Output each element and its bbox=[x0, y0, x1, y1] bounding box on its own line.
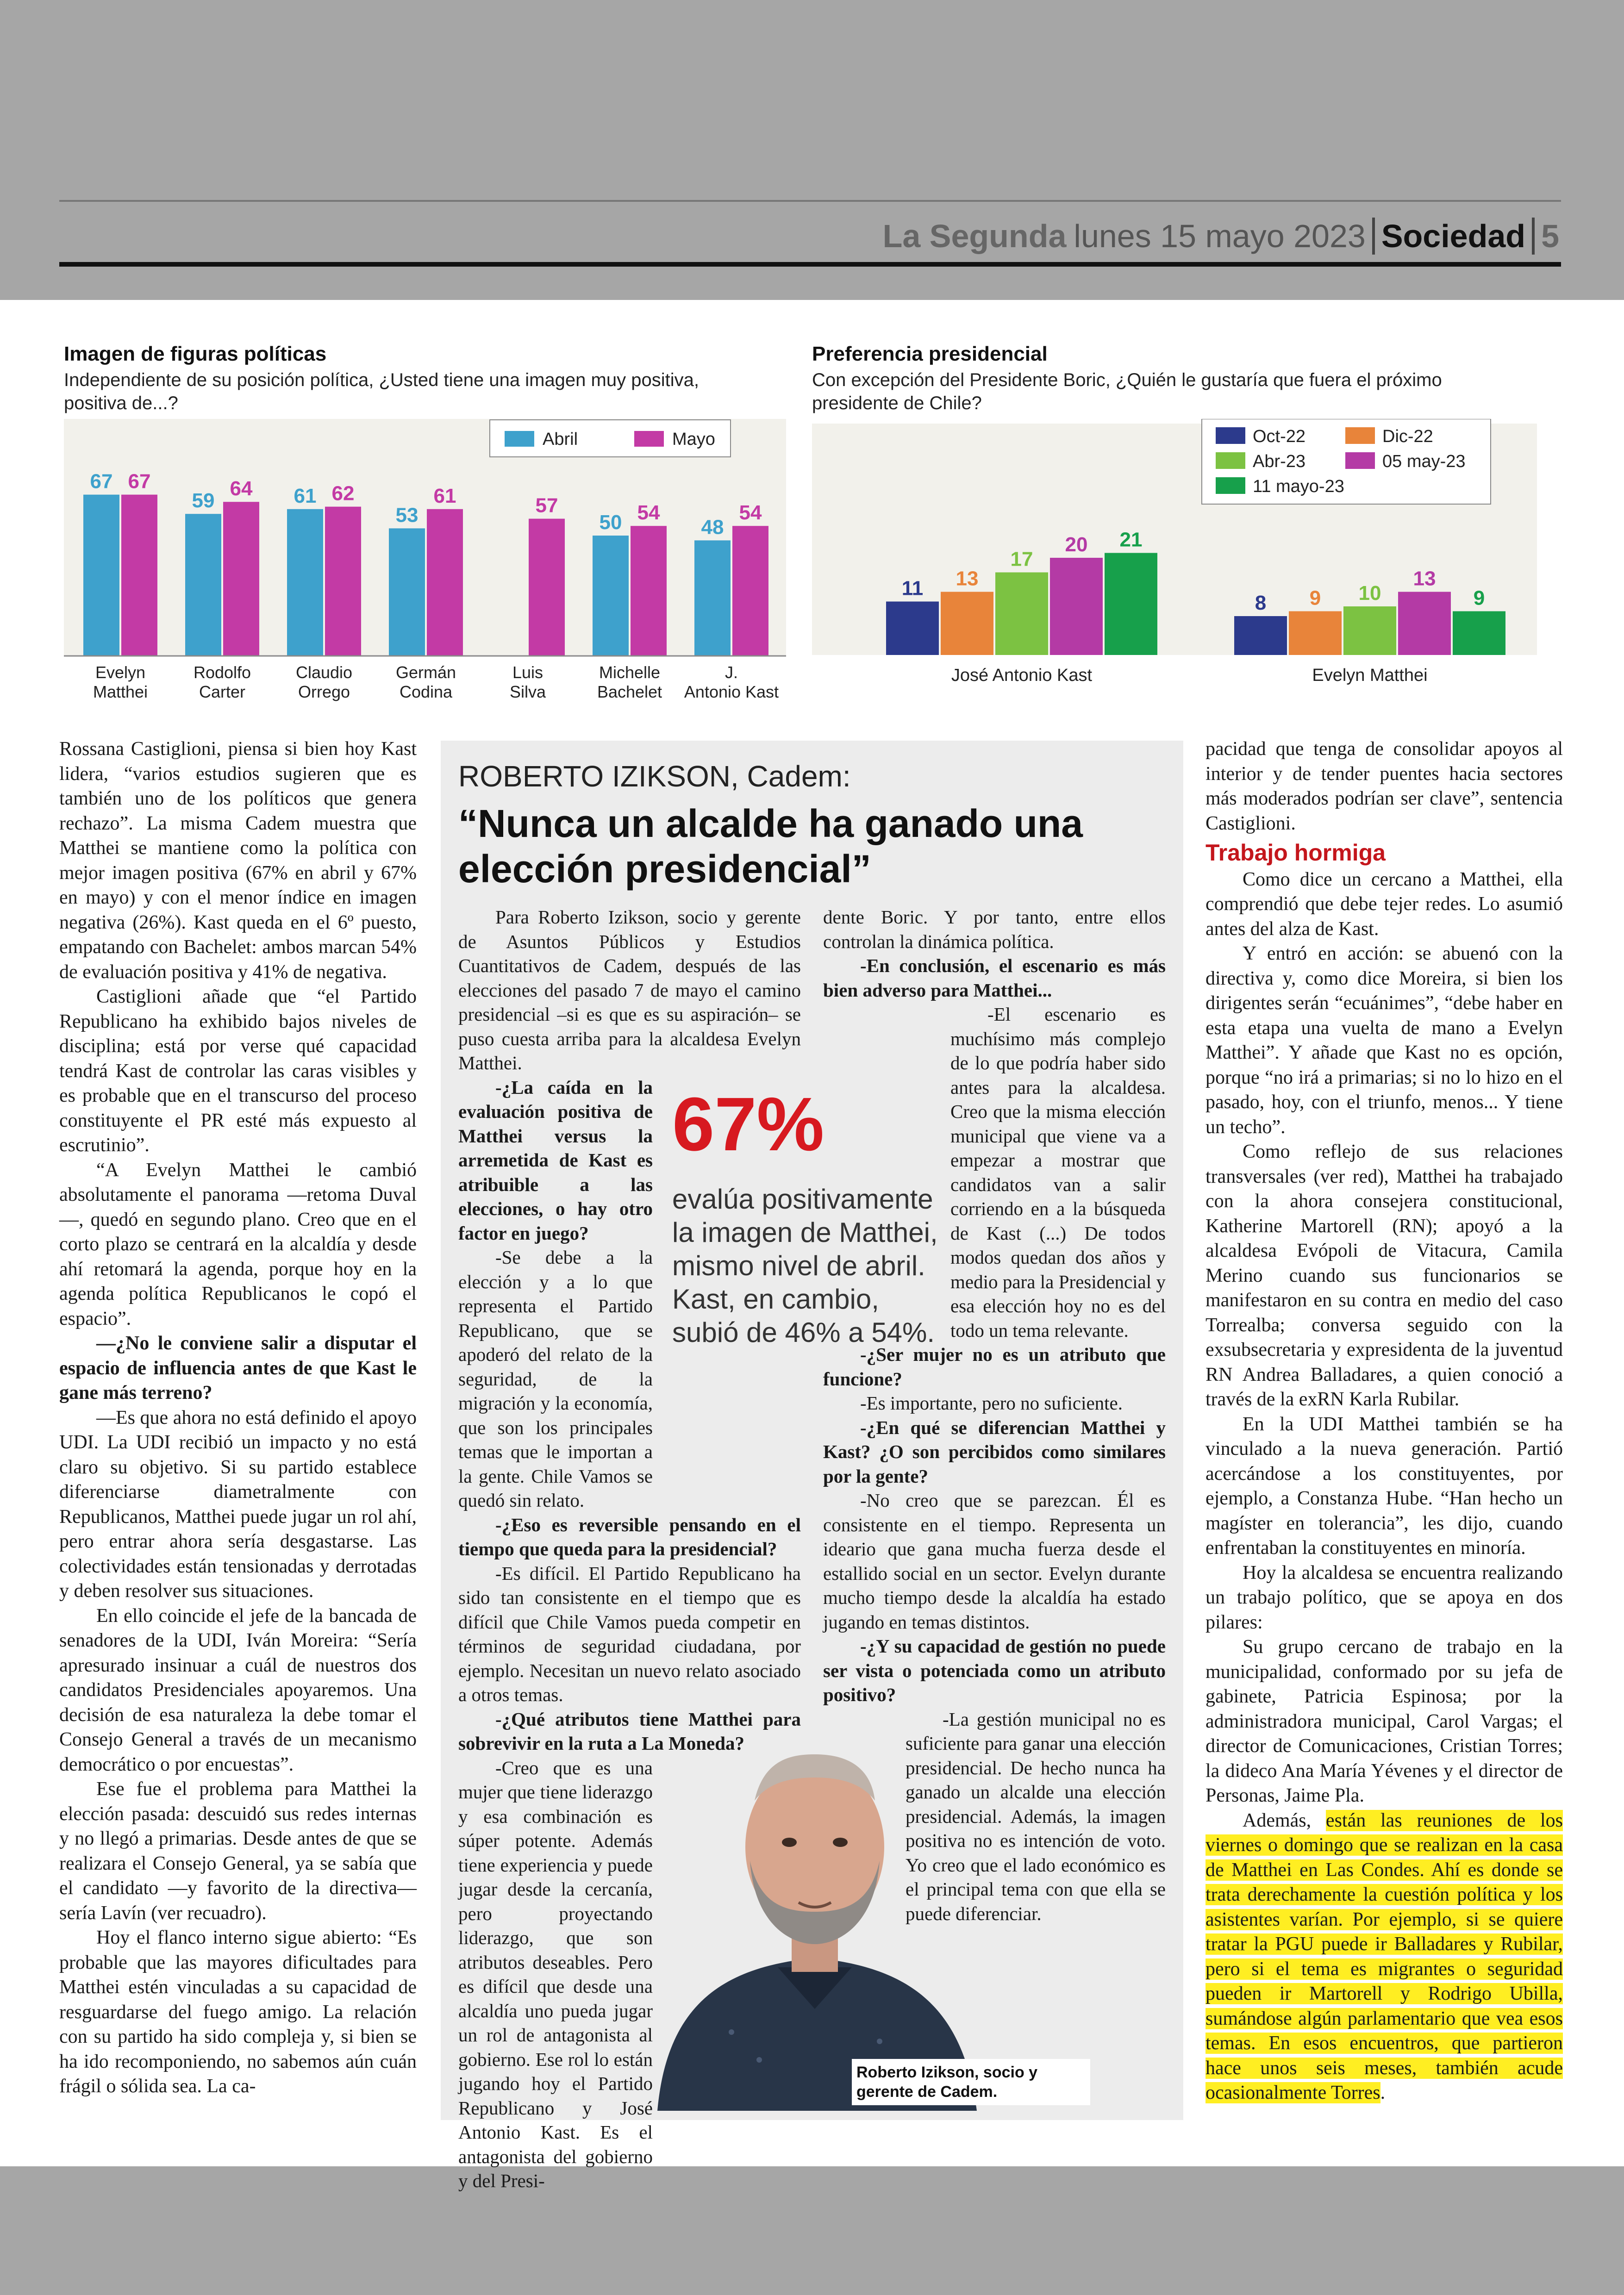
question: -¿Ser mujer no es un atributo que funcione? bbox=[823, 1344, 1166, 1390]
category-label: Carter bbox=[199, 682, 246, 701]
bar bbox=[1050, 558, 1103, 655]
paragraph: dente Boric. Y por tanto, entre ellos controlan la dinámica política. bbox=[823, 906, 1166, 952]
question: -¿Y su capacidad de gestión no puede ser vista o potenciada como un atributo positivo? bbox=[823, 1635, 1166, 1705]
page-header bbox=[883, 204, 1559, 255]
bar-value-label: 67 bbox=[90, 470, 113, 493]
bar bbox=[995, 573, 1048, 655]
bar-value-label: 54 bbox=[739, 501, 762, 524]
paragraph-highlighted bbox=[1206, 1809, 1563, 2106]
bar-value-label: 59 bbox=[192, 489, 215, 512]
legend-swatch bbox=[1345, 427, 1375, 444]
bar bbox=[185, 514, 221, 656]
bar-value-label: 64 bbox=[230, 477, 253, 500]
bar-value-label: 13 bbox=[956, 567, 979, 590]
legend-label: Oct-22 bbox=[1253, 427, 1306, 446]
bar bbox=[83, 495, 119, 656]
bar-value-label: 17 bbox=[1010, 548, 1033, 571]
publication-name: La Segunda bbox=[882, 218, 1067, 254]
legend-swatch bbox=[1216, 427, 1245, 444]
question: -¿Qué atributos tiene Matthei para sobrevivir en la ruta a La Moneda? bbox=[458, 1708, 801, 1754]
answer: -Es importante, pero no suficiente. bbox=[860, 1392, 1123, 1414]
stat-description: evalúa positivamente la imagen de Matthei, mismo nivel de abril. Kast, en cambio, subió de 46% a 54%. bbox=[672, 1184, 938, 1348]
legend-swatch bbox=[1345, 452, 1375, 469]
interview-headline: “Nunca un alcalde ha ganado una elección presidencial” bbox=[458, 802, 1083, 891]
category-label: J. bbox=[725, 663, 738, 682]
category-label: Codina bbox=[399, 682, 453, 701]
question: -¿Eso es reversible pensando en el tiempo que queda para la presidencial? bbox=[458, 1514, 801, 1559]
bar bbox=[886, 602, 939, 655]
answer: -Se debe a la elección y a lo que representa el Partido Republicano, que se apoderó del relato de la seguridad, de la migración y la economía, que son los principales temas que le importan a la gente. Chile Vamos se quedó sin relato. bbox=[458, 1247, 653, 1511]
bar bbox=[1398, 592, 1451, 655]
answer: -El escenario es muchísimo más complejo de lo que podría haber sido antes para la alcaldesa. Creo que la misma elección municipal que viene va a empezar a mostrar que candidatos van a salir corriendo en a la búsqueda de Kast (...) De todos modos quedan dos años y medio para la Presidencial y esa elección hoy no es del todo un tema relevante. bbox=[950, 1004, 1166, 1341]
bar-value-label: 50 bbox=[599, 511, 622, 534]
category-label: Antonio Kast bbox=[684, 682, 779, 701]
legend bbox=[1202, 419, 1491, 504]
bar bbox=[1343, 606, 1396, 655]
category-label: Matthei bbox=[93, 682, 148, 701]
bar-value-label: 21 bbox=[1119, 528, 1143, 551]
bar bbox=[121, 495, 157, 656]
bar bbox=[1105, 553, 1157, 655]
chart-image-figuras bbox=[64, 419, 786, 701]
issue-date: lunes 15 mayo 2023 bbox=[1074, 218, 1366, 254]
category-label: José Antonio Kast bbox=[951, 666, 1093, 685]
bar-value-label: 9 bbox=[1473, 586, 1485, 610]
bar-value-label: 62 bbox=[331, 482, 355, 505]
legend-swatch bbox=[1216, 477, 1245, 494]
bar-value-label: 54 bbox=[637, 501, 660, 524]
category-label: Evelyn bbox=[95, 663, 146, 682]
bar-value-label: 57 bbox=[535, 494, 558, 517]
question: -¿La caída en la evaluación positiva de Matthei versus la arremetida de Kast es atribuible a las elecciones, o hay otro factor en juego? bbox=[458, 1076, 653, 1244]
paragraph: En la UDI Matthei también se ha vinculado a la nueva generación. Partió acercándose a los constituyentes, por ejemplo, a Constanza Hube. “Han hecho un magíster en tolerancia”, les dijo, cuando enfrentaban la constituyentes en minoría. bbox=[1206, 1413, 1563, 1559]
legend-label: Abril bbox=[543, 430, 578, 449]
highlighted-text: están las reuniones de los viernes o domingo que se realizan en la casa de Matthei en Las Condes. Ahí es donde se trata derechamente la cuestión política y los asistentes varían. Por ejemplo, si se quiere tratar la PGU puede ir Balladares y Rubilar, pero si el tema es migrantes o seguridad pueden ir Martorell y Rodrigo Ubilla, sumándose algún parlamentario que vea esos temas. En esos encuentros, que partieron hace unos seis meses, también acude ocasionalmente Torres bbox=[1206, 1809, 1563, 2103]
legend-label: Dic-22 bbox=[1382, 427, 1433, 446]
chart1-subtitle: Independiente de su posición política, ¿Usted tiene una imagen muy positiva, positiva de...? bbox=[64, 370, 699, 413]
bar bbox=[427, 509, 463, 656]
bar bbox=[941, 592, 993, 655]
text: Además, bbox=[1243, 1809, 1326, 1831]
paragraph: Rossana Castiglioni, piensa si bien hoy Kast lidera, “varios estudios sugieren que es también uno de los políticos que genera rechazo”. La misma Cadem muestra que Matthei se mantiene como la política con mejor imagen positiva (67% en abril y 67% en mayo) y con el menor índice en imagen negativa (26%). Kast queda en el 6º puesto, empatando con Bachelet: ambos marcan 54% de evaluación positiva y 41% de negativa. bbox=[59, 738, 417, 983]
answer: -Es difícil. El Partido Republicano ha sido tan consistente en el tiempo que es difícil que Chile Vamos pueda competir en términos de seguridad ciudadana, por ejemplo. Necesitan un nuevo relato asociado a otros temas. bbox=[458, 1562, 801, 1705]
chart1-title: Imagen de figuras políticas bbox=[64, 343, 327, 365]
stat-highlight: 67% bbox=[672, 1082, 824, 1166]
paragraph: Para Roberto Izikson, socio y gerente de Asuntos Públicos y Estudios Cuantitativos de Cadem, después de las elecciones del pasado 7 de mayo el camino presidencial –si es que es su aspiración– se puso cuesta arriba para la alcaldesa Evelyn Matthei. bbox=[458, 906, 801, 1073]
legend-label: Mayo bbox=[672, 430, 715, 449]
category-label: Germán bbox=[395, 663, 456, 682]
text: . bbox=[1380, 2082, 1386, 2103]
portrait-photo bbox=[639, 1708, 991, 2111]
category-label: Silva bbox=[509, 682, 546, 701]
page-number: 5 bbox=[1532, 218, 1559, 255]
category-label: Orrego bbox=[298, 682, 350, 701]
legend-label: 05 may-23 bbox=[1382, 452, 1466, 471]
category-label: Michelle bbox=[599, 663, 661, 682]
category-label: Evelyn Matthei bbox=[1312, 666, 1428, 685]
paragraph: “A Evelyn Matthei le cambió absolutamente el panorama —retoma Duval—, quedó en segundo plano. Creo que en el corto plazo se centrará en la alcaldía y desde ahí retomará la agenda, porque hoy en la agenda política Republicanos le copó el espacio”. bbox=[59, 1159, 417, 1329]
paragraph: Su grupo cercano de trabajo en la municipalidad, conformado por su jefa de gabinete, Patricia Espinosa; por la administradora municipal, Carol Vargas; el director de Comunicaciones, Cristian Torres; la dideco Ana María Yévenes y el director de Personas, Jaime Pla. bbox=[1206, 1636, 1563, 1806]
category-label: Luis bbox=[512, 663, 543, 682]
chart2-subtitle: Con excepción del Presidente Boric, ¿Quién le gustaría que fuera el próximo presidente de Chile? bbox=[812, 370, 1442, 413]
paragraph: —Es que ahora no está definido el apoyo UDI. La UDI recibió un impacto y no está claro su objetivo. Si su partido establece diferenciarse diametralmente con Republicanos, Matthei puede jugar un rol ahí, pero entrar ahora sería desgastarse. Las colectividades están tensionadas y derrotadas y deben resolver sus situaciones. bbox=[59, 1407, 417, 1602]
legend-swatch bbox=[505, 431, 534, 447]
legend-swatch bbox=[634, 431, 664, 447]
answer: -La gestión municipal no es suficiente para ganar una elección presidencial. De hecho nunca ha ganado un alcalde una elección presidencial. Además, la imagen positiva no es intención de voto. Yo creo que el lado económico es el principal tema con que ella se puede diferenciar. bbox=[906, 1708, 1166, 1924]
bar-value-label: 53 bbox=[395, 504, 418, 527]
interview-kicker: ROBERTO IZIKSON, Cadem: bbox=[458, 760, 851, 793]
question: -En conclusión, el escenario es más bien adverso para Matthei... bbox=[823, 955, 1166, 1001]
paragraph: En ello coincide el jefe de la bancada de senadores de la UDI, Iván Moreira: “Sería apresurado insinuar a cuál de nuestros dos candidatos Presidenciales apoyaremos. Una decisión de esa naturaleza la debe tomar el Consejo General a través de un mecanismo democrático o por encuestas”. bbox=[59, 1605, 417, 1775]
bar bbox=[732, 526, 768, 656]
legend-label: Abr-23 bbox=[1253, 452, 1306, 471]
bar bbox=[694, 540, 731, 656]
bar bbox=[389, 528, 425, 656]
paragraph: pacidad que tenga de consolidar apoyos al interior y de tender puentes hacia sectores más moderados podrían ser clave”, sentencia Castiglioni. bbox=[1206, 738, 1563, 834]
chart-preferencia-presidencial bbox=[812, 419, 1537, 697]
header-bottom-rule bbox=[59, 262, 1561, 267]
bar bbox=[1234, 616, 1287, 655]
bar bbox=[1453, 611, 1505, 655]
bar bbox=[631, 526, 667, 656]
legend-label: 11 mayo-23 bbox=[1253, 477, 1344, 496]
paragraph: Como reflejo de sus relaciones transversales (ver red), Matthei ha trabajado con la ahora consejera constitucional, Katherine Martorell (RN); apoyó a la alcaldesa Evópoli de Vitacura, Camila Merino cuando sus funcionarios se manifestaron en su contra en medio del caso Torrealba; conversa seguido con la exsubsecretaria y expresidenta de la juventud RN Andrea Balladares, a quien conoció a través de la exRN Karla Rubilar. bbox=[1206, 1141, 1563, 1410]
paragraph: Castiglioni añade que “el Partido Republicano ha exhibido bajos niveles de disciplina; está por verse qué capacidad tendrá Kast de controlar las caras visibles y es probable que en el transcurso del proceso constituyente el PR esté más expuesto al escrutinio”. bbox=[59, 986, 417, 1156]
bar-value-label: 13 bbox=[1413, 567, 1436, 590]
paragraph: Como dice un cercano a Matthei, ella comprendió que debe tejer redes. Lo asumió antes del alza de Kast. bbox=[1206, 868, 1563, 940]
bar-value-label: 20 bbox=[1065, 533, 1088, 556]
legend-swatch bbox=[1216, 452, 1245, 469]
bar bbox=[223, 502, 259, 656]
question: -¿En qué se diferencian Matthei y Kast? ¿O son percibidos como similares por la gente? bbox=[823, 1416, 1166, 1487]
bar-value-label: 8 bbox=[1255, 592, 1267, 614]
bar bbox=[1289, 611, 1342, 655]
paragraph: Ese fue el problema para Matthei la elección pasada: descuidó sus redes internas y no llegó a primarias. Desde antes de que se realizara el Consejo General, ya se sabía que el candidato —y favorito de la directiva— sería Lavín (ver recuadro). bbox=[59, 1778, 417, 1924]
paragraph: Y entró en acción: se abuenó con la directiva y, como dice Moreira, si bien los dirigentes serán “ecuánimes”, “debe haber en esta etapa una vuelta de mano a Evelyn Matthei”. Y añade que Kast no es opción, porque “no irá a primarias; si no lo hizo en el pasado, hoy, con el triunfo, menos... Y tiene un techo”. bbox=[1206, 943, 1563, 1138]
bar bbox=[287, 509, 323, 656]
photo-caption: Roberto Izikson, socio y gerente de Cadem. bbox=[852, 2059, 1090, 2105]
article-column-4 bbox=[1206, 737, 1563, 2106]
category-label: Claudio bbox=[295, 663, 353, 682]
bar-value-label: 11 bbox=[901, 577, 924, 600]
bar-value-label: 10 bbox=[1358, 582, 1381, 605]
answer: -Creo que es una mujer que tiene liderazgo y esa combinación es súper potente. Además tiene experiencia y puede jugar desde la cercanía, pero proyectando liderazgo, que son atributos deseables. Pero es difícil que desde una alcaldía uno pueda jugar un rol de antagonista al gobierno. Ese rol lo están jugando hoy el Partido Republicano y José Antonio Kast. Es el antagonista del gobierno y del Presi- bbox=[458, 1757, 653, 2191]
category-label: Bachelet bbox=[597, 682, 662, 701]
bar bbox=[593, 536, 629, 656]
question: —¿No le conviene salir a disputar el espacio de influencia antes de que Kast le gane más terreno? bbox=[59, 1333, 417, 1403]
article-column-1 bbox=[59, 737, 417, 2099]
header-top-rule bbox=[59, 200, 1561, 202]
bar-value-label: 9 bbox=[1309, 586, 1321, 610]
bar-value-label: 48 bbox=[701, 516, 724, 539]
answer: -No creo que se parezcan. Él es consistente en el tiempo. Representa un ideario que gana mucha fuerza desde el estallido social en un sector. Evelyn durante mucho tiempo desde la alcaldía ha estado jugando en temas distintos. bbox=[823, 1490, 1166, 1633]
section-subhead: Trabajo hormiga bbox=[1206, 840, 1386, 866]
paragraph: Hoy la alcaldesa se encuentra realizando un trabajo político, que se apoya en dos pilares: bbox=[1206, 1562, 1563, 1633]
bar-value-label: 61 bbox=[433, 484, 456, 507]
bar bbox=[325, 507, 361, 656]
bar bbox=[529, 519, 565, 656]
legend bbox=[490, 420, 731, 457]
bar-value-label: 67 bbox=[128, 470, 151, 493]
bar-value-label: 61 bbox=[294, 484, 317, 507]
category-label: Rodolfo bbox=[193, 663, 251, 682]
section-name: Sociedad bbox=[1372, 218, 1525, 255]
paragraph: Hoy el flanco interno sigue abierto: “Es probable que las mayores dificultades para Matthei estén vinculadas a su capacidad de resguardarse del fuego amigo. La relación con su partido ha sido compleja y, si bien se ha ido recomponiendo, no sabemos aún cuán frágil o sólida sea. La ca- bbox=[59, 1927, 417, 2097]
chart2-title: Preferencia presidencial bbox=[812, 343, 1048, 365]
